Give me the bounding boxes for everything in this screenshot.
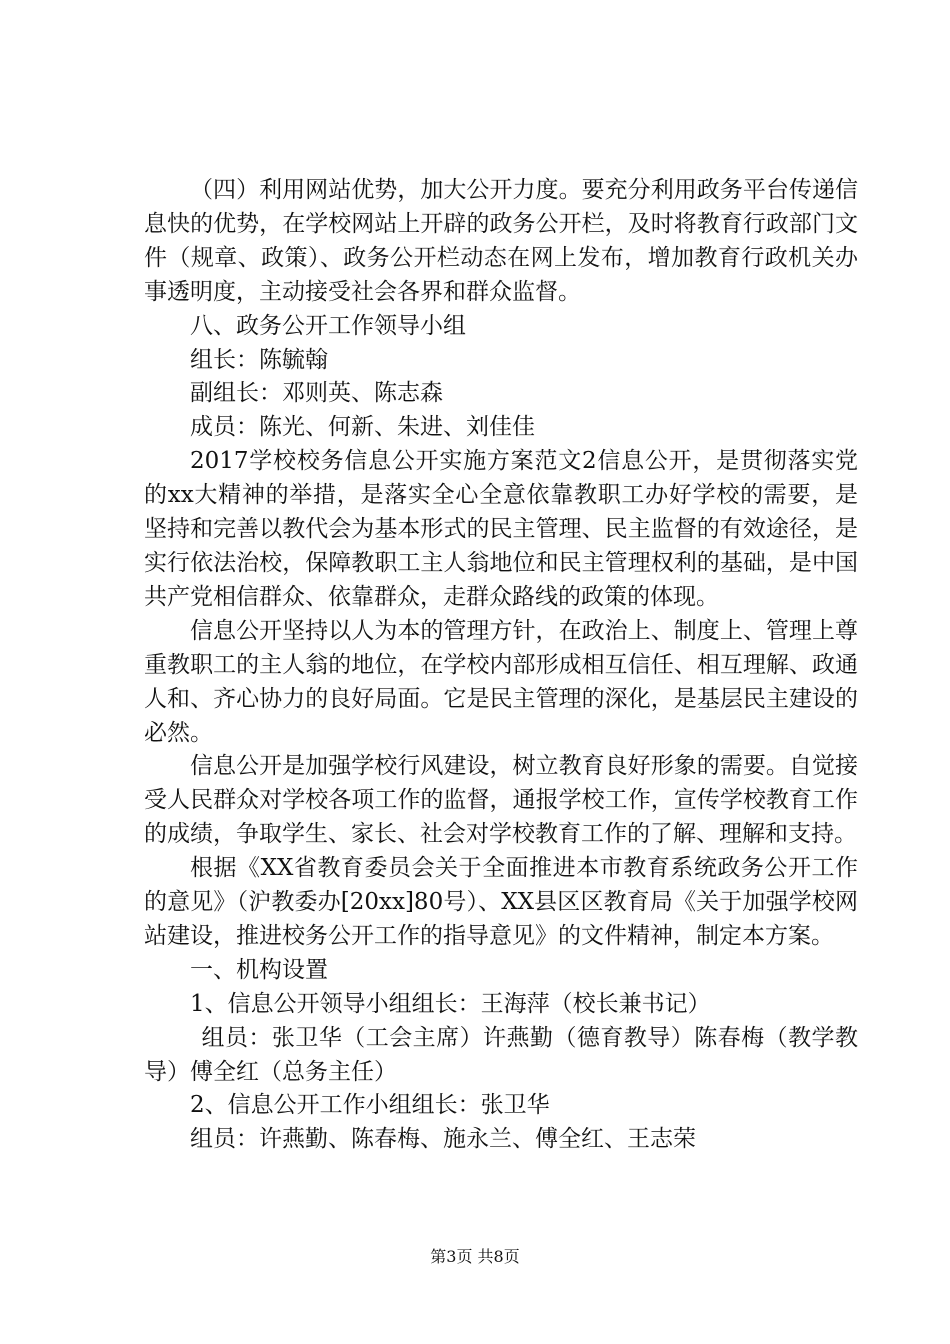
paragraph-basis: 根据《XX省教育委员会关于全面推进本市教育系统政务公开工作的意见》（沪教委办[20xx]80号）、XX县区区教育局《关于加强学校网站建设，推进校务公开工作的指导意见》的文件精神，制定本方案。 (144, 855, 858, 949)
leadership-members-line: 组员：张卫华（工会主席）许燕勤（德育教导）陈春梅（教学教导）傅全红（总务主任） (144, 1024, 858, 1085)
paragraph-style-building: 信息公开是加强学校行风建设，树立教育良好形象的需要。自觉接受人民群众对学校各项工作的监督，通报学校工作，宣传学校教育工作的成绩，争取学生、家长、社会对学校教育工作的了解、理解和支持。 (144, 753, 858, 848)
heading-organization: 一、机构设置 (190, 956, 328, 983)
page-number-footer: 第3页 共8页 (430, 1247, 520, 1266)
paragraph-principle: 信息公开坚持以人为本的管理方针，在政治上、制度上、管理上尊重教职工的主人翁的地位，在学校内部形成相互信任、相互理解、政通人和、齐心协力的良好局面。它是民主管理的深化，是基层民主建设的必然。 (144, 617, 858, 746)
leadership-group-line: 1、信息公开领导小组组长：王海萍（校长兼书记） (190, 990, 711, 1017)
working-group-line: 2、信息公开工作小组组长：张卫华 (190, 1092, 550, 1119)
members-line: 成员：陈光、何新、朱进、刘佳佳 (190, 414, 535, 441)
deputy-leader-line: 副组长：邓则英、陈志森 (190, 380, 443, 407)
heading-leadership-group: 八、政务公开工作领导小组 (190, 312, 466, 339)
paragraph-section-four: （四）利用网站优势，加大公开力度。要充分利用政务平台传递信息快的优势，在学校网站上开辟的政务公开栏，及时将教育行政部门文件（规章、政策）、政务公开栏动态在网上发布，增加教育行政机关办事透明度，主动接受社会各界和群众监督。 (144, 177, 858, 305)
leader-line: 组长：陈毓翰 (190, 346, 328, 373)
paragraph-intro: 2017学校校务信息公开实施方案范文2信息公开，是贯彻落实党的xx大精神的举措，是落实全心全意依靠教职工办好学校的需要，是坚持和完善以教代会为基本形式的民主管理、民主监督的有效途径，是实行依法治校，保障教职工主人翁地位和民主管理权利的基础，是中国共产党相信群众、依靠群众，走群众路线的政策的体现。 (144, 448, 858, 610)
document-body (144, 174, 858, 1157)
working-members-line: 组员：许燕勤、陈春梅、施永兰、傅全红、王志荣 (190, 1126, 696, 1153)
